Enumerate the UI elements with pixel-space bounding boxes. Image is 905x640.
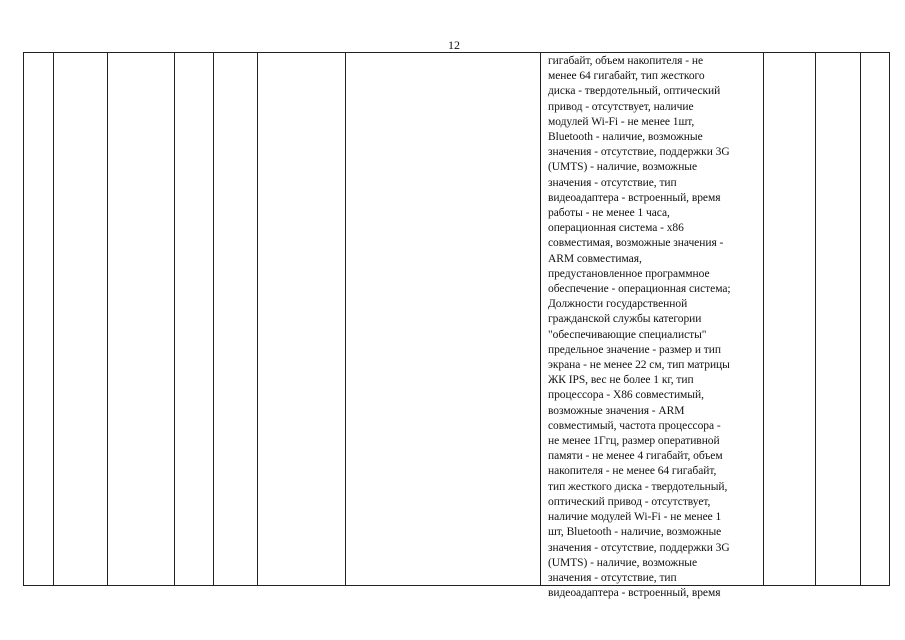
description-line: обеспечение - операционная система; [548,283,731,296]
column-divider [174,53,175,585]
description-line: накопителя - не менее 64 гигабайт, [548,465,717,478]
description-line: значения - отсутствие, поддержки 3G [548,146,730,159]
description-line: гигабайт, объем накопителя - не [548,55,703,67]
column-divider [345,53,346,585]
description-line: операционная система - x86 [548,222,684,235]
description-line: тип жесткого диска - твердотельный, [548,480,728,493]
description-line: совместимая, возможные значения - [548,237,724,250]
description-line: предустановленное программное [548,267,710,280]
description-line: работы - не менее 1 часа, [548,207,670,220]
column-divider [257,53,258,585]
column-divider [213,53,214,585]
description-line: видеоадаптера - встроенный, время [548,587,721,600]
description-line: диска - твердотельный, оптический [548,85,721,98]
description-line: не менее 1Ггц, размер оперативной [548,435,720,448]
description-line: значения - отсутствие, поддержки 3G [548,541,730,554]
column-divider [540,53,541,585]
description-line: совместимый, частота процессора - [548,419,721,432]
column-divider [107,53,108,585]
description-line: ARM совместимая, [548,252,642,265]
description-line: Bluetooth - наличие, возможные [548,131,703,144]
page-number: 12 [448,38,460,52]
column-divider [53,53,54,585]
description-line: "обеспечивающие специалисты" [548,328,707,341]
description-line: значения - отсутствие, тип [548,571,677,584]
description-line: (UMTS) - наличие, возможные [548,161,698,174]
description-line: ЖК IPS, вес не более 1 кг, тип [548,374,694,387]
description-line: оптический привод - отсутствует, [548,495,711,508]
column-divider [763,53,764,585]
description-line: Должности государственной [548,298,688,311]
description-line: видеоадаптера - встроенный, время [548,191,721,204]
description-line: гражданской службы категории [548,313,702,326]
description-line: возможные значения - ARM [548,404,685,417]
description-line: процессора - X86 совместимый, [548,389,704,402]
description-cell [544,54,763,601]
description-line: модулей Wi-Fi - не менее 1шт, [548,115,695,128]
description-line: привод - отсутствует, наличие [548,100,694,113]
description-line: предельное значение - размер и тип [548,343,721,356]
description-line: шт, Bluetooth - наличие, возможные [548,526,722,539]
description-line: наличие модулей Wi-Fi - не менее 1 [548,511,722,524]
specification-table [23,52,890,600]
description-line: (UMTS) - наличие, возможные [548,556,698,569]
description-line: менее 64 гигабайт, тип жесткого [548,70,705,83]
description-line: памяти - не менее 4 гигабайт, объем [548,450,723,463]
column-divider [860,53,861,585]
description-line: экрана - не менее 22 см, тип матрицы [548,359,730,372]
description-line: значения - отсутствие, тип [548,176,677,189]
column-divider [815,53,816,585]
